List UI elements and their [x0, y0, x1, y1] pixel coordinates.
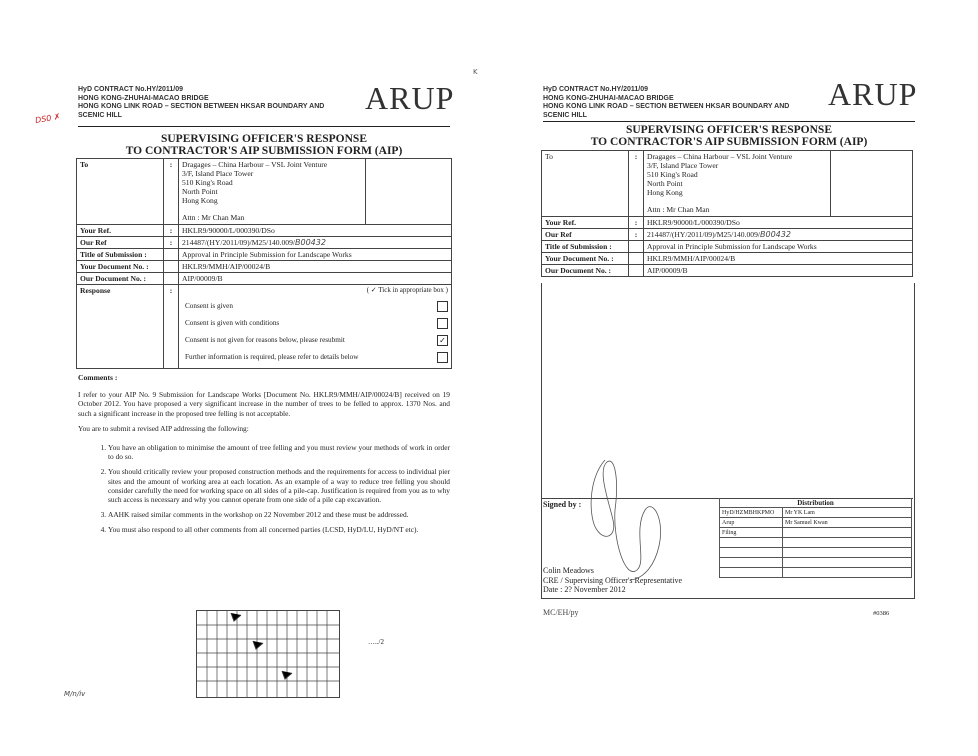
- response-options: [179, 285, 452, 369]
- distribution-person: [783, 538, 912, 548]
- marginal-note: DS0 ✗: [34, 111, 62, 126]
- project-name: HONG KONG-ZHUHAI-MACAO BRIDGE: [543, 94, 674, 102]
- signer-name: Colin Meadows: [543, 566, 594, 575]
- our-ref-value: [644, 229, 913, 241]
- option-label: Consent is given: [185, 302, 233, 310]
- signature-date: Date : 2? November 2012: [543, 585, 626, 594]
- road-line-2: SCENIC HILL: [543, 111, 587, 119]
- response-option: [185, 298, 448, 315]
- contract-no: HyD CONTRACT No.HY/2011/09: [78, 86, 184, 93]
- comments-paragraph: You are to submit a revised AIP addressing the following:: [78, 423, 249, 433]
- form-title-line-1: SUPERVISING OFFICER'S RESPONSE: [625, 124, 832, 136]
- serial-number: #0386: [873, 610, 890, 617]
- colon: :: [164, 225, 179, 237]
- page-2: [473, 68, 923, 638]
- option-label: Consent is given with conditions: [185, 319, 280, 327]
- colon-blank: [164, 249, 179, 261]
- distribution-recipient: Arup: [720, 518, 783, 528]
- title-of-submission-value: Approval in Principle Submission for Landscape Works: [644, 241, 913, 253]
- option-checkbox[interactable]: [437, 352, 448, 363]
- your-document-value: HKLR9/MMH/AIP/00024/B: [644, 253, 913, 265]
- distribution-title: Distribution: [720, 498, 912, 508]
- road-line-1: HONG KONG LINK ROAD – SECTION BETWEEN HKSAR BOUNDARY AND: [78, 103, 325, 110]
- reference-initials: MC/EH/py: [543, 608, 579, 617]
- form-title: [70, 133, 458, 157]
- address-line: Hong Kong: [182, 196, 218, 205]
- your-document-label: Your Document No. :: [77, 261, 164, 273]
- option-checkbox[interactable]: [437, 301, 448, 312]
- our-ref-handwritten: B00432: [295, 238, 326, 247]
- colon: :: [629, 217, 644, 229]
- comments-paragraph: I refer to your AIP No. 9 Submission for Landscape Works [Document No. HKLR9/MMH/AIP/00024/B] received on 19 October 2012. You have proposed a very significant increase in the number of trees to be felled to approx. 1370 Nos. and such a significant increase in the proposed tree felling is not acceptable.: [78, 390, 450, 418]
- to-address: [179, 159, 366, 225]
- requirement-item: 4. You must also respond to all other comments from all concerned parties (LCSD, HyD/LU, HyD/NT etc).: [108, 525, 450, 534]
- header-rule: [543, 121, 915, 122]
- details-table: [76, 158, 452, 369]
- corner-mark: K: [473, 68, 478, 76]
- distribution-recipient: [720, 548, 783, 558]
- distribution-recipient: [720, 558, 783, 568]
- distribution-person: [783, 528, 912, 538]
- response-option: [185, 315, 448, 332]
- your-ref-label: Your Ref.: [542, 217, 629, 229]
- address-line: 510 King's Road: [647, 170, 698, 179]
- colon: :: [164, 285, 179, 369]
- comments-section: [78, 373, 450, 541]
- distribution-person: [783, 548, 912, 558]
- blank-cell: [366, 159, 452, 225]
- requirement-item: 2. You should critically review your proposed construction methods and the requirements for access to individual pier sites and the amount of working area at each location. As an example of a way to reduce tree felling you should consider carefully the need for working space on all sides of a pile-cap. Justification is required from you as to why such access is necessary and why you cannot operate from one side of a pile cap excavation.: [108, 467, 450, 504]
- colon-blank: [629, 253, 644, 265]
- distribution-recipient: [720, 568, 783, 578]
- address-line: 3/F, Island Place Tower: [647, 161, 719, 170]
- distribution-recipient: HyD/HZMBHKPMO: [720, 508, 783, 518]
- colon: :: [629, 229, 644, 241]
- response-hint: ( ✓ Tick in appropriate box ): [366, 286, 448, 294]
- stamp-grid-lines: [197, 611, 339, 697]
- filing-stamp-grid: [196, 610, 340, 698]
- header-block: [78, 86, 348, 120]
- colon-blank: [164, 261, 179, 273]
- project-name: HONG KONG-ZHUHAI-MACAO BRIDGE: [78, 94, 209, 102]
- requirement-item: 3. AAHK raised similar comments in the workshop on 22 November 2012 and these must be addressed.: [108, 510, 450, 519]
- form-title-line-2: TO CONTRACTOR'S AIP SUBMISSION FORM (AIP): [125, 145, 403, 157]
- signed-by-label: Signed by :: [543, 500, 582, 509]
- colon: :: [164, 237, 179, 249]
- requirements-list: [78, 443, 450, 535]
- to-address: [644, 151, 831, 217]
- response-label: Response: [77, 285, 164, 369]
- attention-line: Attn : Mr Chan Man: [647, 205, 710, 214]
- distribution-person: Mr Samuel Kwan: [783, 518, 912, 528]
- our-ref-text: 214487/(HY/2011/09)/M25/140.009/: [647, 230, 760, 239]
- signer-role: CRE / Supervising Officer's Representative: [543, 575, 683, 585]
- our-ref-value: [179, 237, 452, 249]
- page-continuation: …../2: [368, 638, 384, 646]
- contract-no: HyD CONTRACT No.HY/2011/09: [543, 86, 649, 93]
- our-document-label: Our Document No. :: [542, 265, 629, 277]
- to-label: To: [77, 159, 164, 225]
- arup-logo: ARUP: [828, 76, 918, 112]
- distribution-person: [783, 558, 912, 568]
- address-line: Dragages – China Harbour – VSL Joint Venture: [182, 160, 328, 169]
- your-ref-value: HKLR9/90000/L/000390/DSo: [179, 225, 452, 237]
- comments-label: Comments :: [78, 373, 118, 382]
- colon: :: [629, 151, 644, 217]
- our-document-value: AIP/00009/B: [644, 265, 913, 277]
- details-table: [541, 150, 913, 277]
- option-label: Consent is not given for reasons below, please resubmit: [185, 336, 345, 344]
- title-of-submission-label: Title of Submission :: [542, 241, 629, 253]
- distribution-recipient: [720, 538, 783, 548]
- response-option: [185, 349, 448, 366]
- our-ref-label: Our Ref: [77, 237, 164, 249]
- form-title-line-2: TO CONTRACTOR'S AIP SUBMISSION FORM (AIP): [590, 136, 868, 148]
- colon-blank: [164, 273, 179, 285]
- address-line: Dragages – China Harbour – VSL Joint Venture: [647, 152, 793, 161]
- attention-line: Attn : Mr Chan Man: [182, 213, 245, 222]
- our-ref-label: Our Ref: [542, 229, 629, 241]
- our-document-value: AIP/00009/B: [179, 273, 452, 285]
- your-ref-value: HKLR9/90000/L/000390/DSo: [644, 217, 913, 229]
- form-title: [535, 124, 923, 148]
- option-checkbox[interactable]: [437, 318, 448, 329]
- distribution-recipient: Filing: [720, 528, 783, 538]
- signature-block: [543, 566, 682, 595]
- address-line: North Point: [647, 179, 683, 188]
- header-rule: [78, 126, 450, 127]
- road-line-1: HONG KONG LINK ROAD – SECTION BETWEEN HKSAR BOUNDARY AND: [543, 103, 790, 110]
- colon-blank: [629, 241, 644, 253]
- header-block: [543, 86, 813, 120]
- your-document-label: Your Document No. :: [542, 253, 629, 265]
- address-line: North Point: [182, 187, 218, 196]
- response-option: [185, 332, 448, 349]
- address-line: Hong Kong: [647, 188, 683, 197]
- title-of-submission-label: Title of Submission :: [77, 249, 164, 261]
- title-of-submission-value: Approval in Principle Submission for Landscape Works: [179, 249, 452, 261]
- our-ref-handwritten: B00432: [760, 230, 791, 239]
- your-ref-label: Your Ref.: [77, 225, 164, 237]
- to-label: To: [542, 151, 629, 217]
- address-line: 3/F, Island Place Tower: [182, 169, 254, 178]
- blank-cell: [831, 151, 913, 217]
- requirement-item: 1. You have an obligation to minimise the amount of tree felling and you must review your methods of work in order to do so.: [108, 443, 450, 461]
- road-line-2: SCENIC HILL: [78, 111, 122, 119]
- our-ref-text: 214487/(HY/2011/09)/M25/140.009/: [182, 238, 295, 247]
- distribution-person: Mr YK Lam: [783, 508, 912, 518]
- page-1: [34, 78, 458, 718]
- colon: :: [164, 159, 179, 225]
- option-label: Further information is required, please refer to details below: [185, 353, 359, 361]
- form-title-line-1: SUPERVISING OFFICER'S RESPONSE: [160, 133, 367, 145]
- distribution-person: [783, 568, 912, 578]
- your-document-value: HKLR9/MMH/AIP/00024/B: [179, 261, 452, 273]
- address-line: 510 King's Road: [182, 178, 233, 187]
- distribution-table: [719, 498, 912, 578]
- our-document-label: Our Document No. :: [77, 273, 164, 285]
- colon-blank: [629, 265, 644, 277]
- option-checkbox[interactable]: ✓: [437, 335, 448, 346]
- footer-handwriting: M/n/iv: [64, 690, 86, 698]
- arup-logo: ARUP: [365, 80, 455, 116]
